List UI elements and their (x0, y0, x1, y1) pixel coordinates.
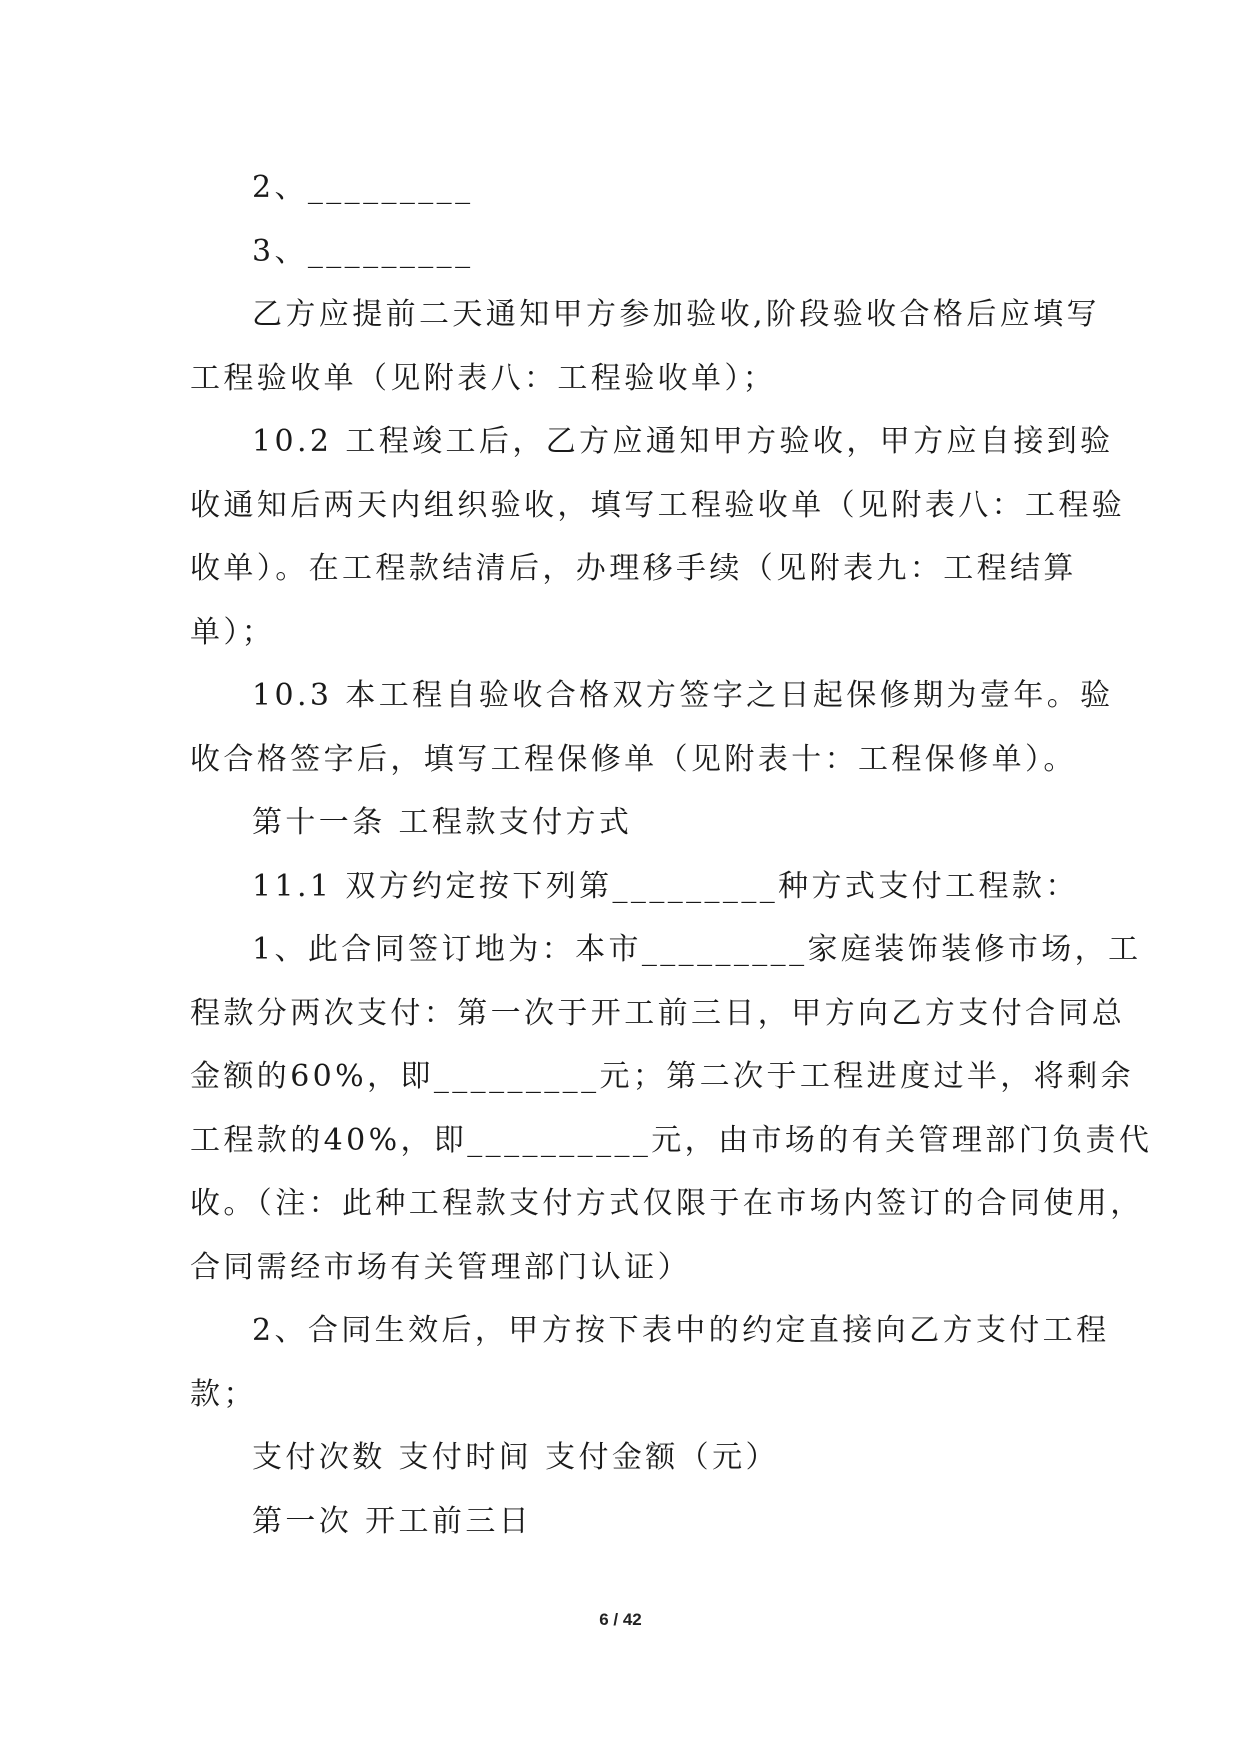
text-line: 乙方应提前二天通知甲方参加验收,阶段验收合格后应填写 (252, 297, 1100, 332)
text-line: 收合格签字后，填写工程保修单（见附表十：工程保修单）。 (190, 741, 1077, 777)
table-header-line: 支付次数 支付时间 支付金额（元） (252, 1440, 779, 1475)
text-line: 3、_________ (252, 233, 474, 269)
text-line: 款； (190, 1376, 257, 1412)
text-line: 2、合同生效后，甲方按下表中的约定直接向乙方支付工程 (252, 1313, 1110, 1348)
text-line: 10.3 本工程自验收合格双方签字之日起保修期为壹年。验 (252, 678, 1114, 713)
text-line: 合同需经市场有关管理部门认证） (190, 1249, 691, 1285)
text-line: 收单）。在工程款结清后，办理移手续（见附表九：工程结算 (190, 551, 1077, 586)
table-row-line: 第一次 开工前三日 (252, 1503, 533, 1539)
text-line: 工程验收单（见附表八：工程验收单）； (190, 360, 777, 396)
text-line: 10.2 工程竣工后，乙方应通知甲方验收，甲方应自接到验 (252, 424, 1114, 459)
text-line: 收。（注：此种工程款支付方式仅限于在市场内签订的合同使用， (190, 1186, 1144, 1221)
page-number: 6 / 42 (599, 1610, 642, 1629)
body-text (190, 156, 1153, 1553)
text-line: 11.1 双方约定按下列第_________种方式支付工程款： (252, 868, 1079, 904)
text-line: 工程款的40%，即__________元，由市场的有关管理部门负责代 (190, 1122, 1153, 1158)
text-line: 1、此合同签订地为：本市_________家庭装饰装修市场，工 (252, 932, 1142, 967)
section-heading: 第十一条 工程款支付方式 (252, 805, 633, 840)
text-line: 金额的60%，即_________元；第二次于工程进度过半，将剩余 (190, 1059, 1134, 1094)
text-line: 收通知后两天内组织验收，填写工程验收单（见附表八：工程验 (190, 487, 1126, 523)
text-line: 单）； (190, 614, 276, 650)
text-line: 2、_________ (252, 170, 474, 205)
text-line: 程款分两次支付：第一次于开工前三日，甲方向乙方支付合同总 (190, 995, 1126, 1031)
